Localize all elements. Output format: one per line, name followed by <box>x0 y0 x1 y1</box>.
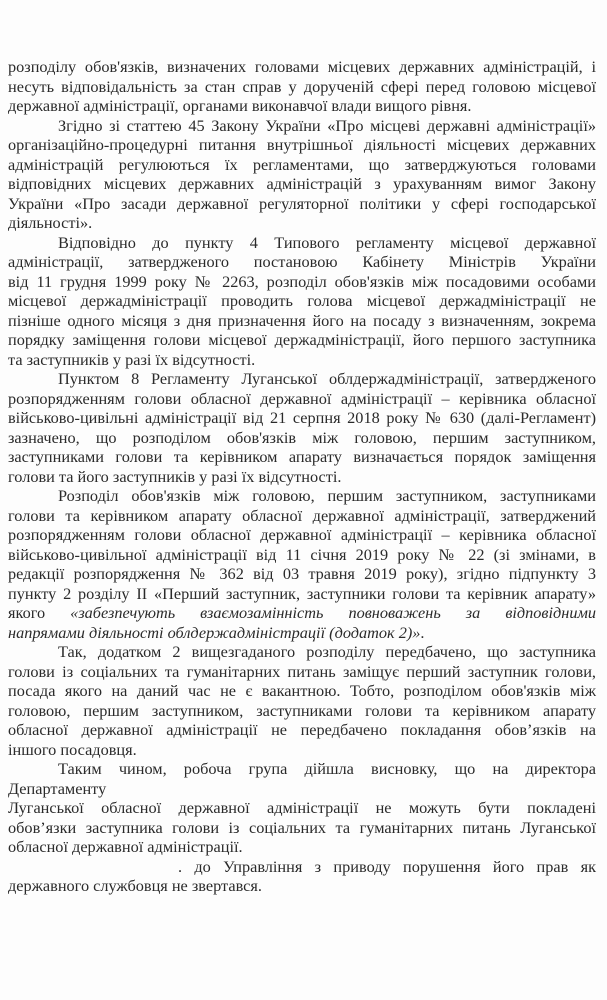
paragraph-start-line: Відповідно до пункту 4 Типового регламенту місцевої державної <box>58 232 596 252</box>
text-line: Департаменту <box>8 778 107 798</box>
text-line: діяльності». <box>8 213 93 232</box>
text-line: іншого посадовця. <box>8 739 137 759</box>
text-line: розподілу обов'язків, визначених головами місцевих державних адміністрацій, і <box>8 57 596 76</box>
text-line: несуть відповідальність за стан справ у дорученій сфері перед головою місцевої <box>8 76 596 96</box>
text-line: пункту 2 розділу II «Перший заступник, заступники голови та керівник апарату» <box>8 583 596 603</box>
text-line: обов’язки заступника голови із соціальних та гуманітарних питань Луганської <box>8 817 596 837</box>
text-line: голови із соціальних та гуманітарних питань заміщує перший заступник голови, <box>8 661 596 681</box>
text-line: військово-цивільні адміністрації від 21 серпня 2018 року № 630 (далі-Регламент) <box>8 408 596 427</box>
text-line: головою, першим заступником, заступниками голови та керівником апарату <box>8 700 596 720</box>
text-line-mixed <box>8 623 596 643</box>
text-line-redacted-start: . до Управління з приводу порушення його прав як <box>178 856 596 876</box>
text-line: заступниками голови та керівником апарату визначається порядок заміщення <box>8 447 596 466</box>
text-line: місцевої держадміністрації проводить голова місцевої держадміністрації не <box>8 291 596 310</box>
text-line: військово-цивільної адміністрації від 11 січня 2019 року № 22 (зі змінами, в <box>8 544 596 564</box>
text-line: України «Про засади державної регуляторної політики у сфері господарської <box>8 193 596 213</box>
text-line: та заступників у разі їх відсутності. <box>8 349 256 369</box>
text-line: розпорядженням голови обласної державної адміністрації – керівника обласної <box>8 525 596 544</box>
paragraph-start-line: Таким чином, робоча група дійшла висновку, що на директора <box>58 759 596 778</box>
text-line: адміністрацій регулюються їх регламентами, що затверджуються головами <box>8 154 596 174</box>
plain-segment: . <box>420 622 425 642</box>
text-line-mixed <box>8 603 596 623</box>
document-body <box>8 57 596 896</box>
paragraph-start-line: Згідно зі статтею 45 Закону України «Про місцеві державні адміністрації» <box>58 115 596 135</box>
text-line: голови та його заступників у разі їх відсутності. <box>8 466 342 486</box>
text-line: організаційно-процедурні питання внутрішньої діяльності місцевих державних <box>8 135 596 154</box>
text-line: порядку заміщення голови місцевої держадміністрації, його першого заступника <box>8 330 596 349</box>
text-line: обласної державної адміністрації не передбачено покладання обов’язків на <box>8 720 596 739</box>
text-line: пізніше одного місяця з дня призначення його на посаду з визначенням, зокрема <box>8 310 596 330</box>
text-line: редакції розпорядження № 362 від 03 травня 2019 року), згідно підпункту 3 <box>8 564 596 583</box>
text-line: державного службовця не звертався. <box>8 876 262 895</box>
italic-quote: напрямами діяльності облдержадміністрації (додаток 2)» <box>8 622 421 642</box>
text-line: голови та керівником апарату обласної державної адміністрації, затверджений <box>8 505 596 525</box>
text-line: обласної державної адміністрації. <box>8 837 243 856</box>
text-line: адміністрації, затвердженого постановою Кабінету Міністрів України <box>8 252 596 271</box>
italic-quote: «забезпечують взаємозамінність повноважень за відповідними <box>70 603 596 622</box>
text-line: зазначено, що розподілом обов'язків між головою, першим заступником, <box>8 427 596 447</box>
paragraph-start-line: Розподіл обов'язків між головою, першим заступником, заступниками <box>58 486 596 505</box>
text-line: від 11 грудня 1999 року № 2263, розподіл обов'язків між посадовими особами <box>8 271 596 291</box>
text-line: відповідних місцевих державних адміністрацій з урахуванням вимог Закону <box>8 174 596 193</box>
text-line: розпорядженням голови обласної державної адміністрації – керівника обласної <box>8 388 596 408</box>
plain-segment: якого <box>8 603 71 622</box>
paragraph-start-line: Пунктом 8 Регламенту Луганської облдержадміністрації, затвердженого <box>58 369 596 388</box>
text-line: посада якого на даний час не є вакантною. Тобто, розподілом обов'язків між <box>8 681 596 700</box>
paragraph-start-line: Так, додатком 2 вищезгаданого розподілу передбачено, що заступника <box>58 642 596 661</box>
text-line: державної адміністрації, органами виконавчої влади вищого рівня. <box>8 96 472 115</box>
text-line: Луганської обласної державної адміністрації не можуть бути покладені <box>8 798 596 817</box>
